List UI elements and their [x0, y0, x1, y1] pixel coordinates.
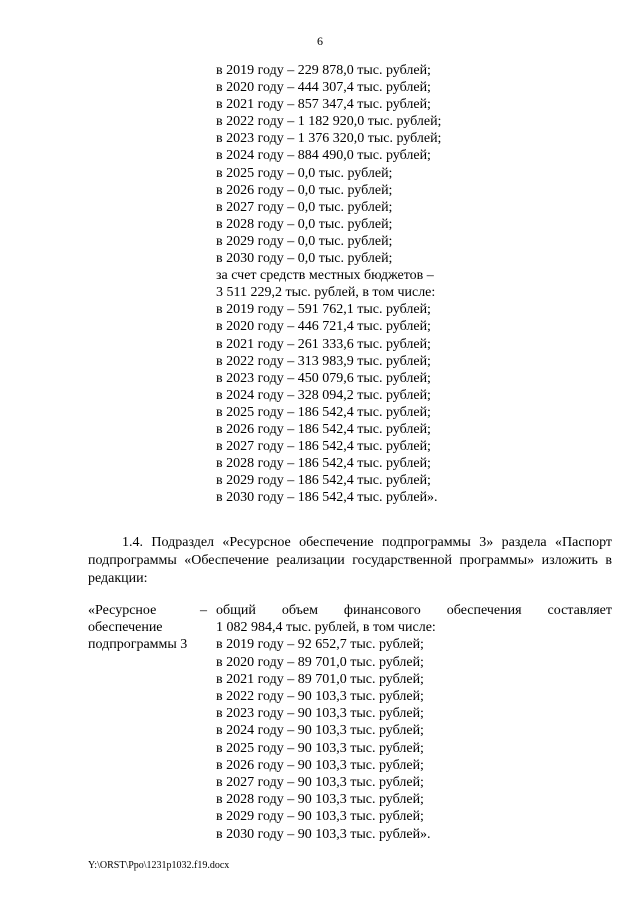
list-item: в 2022 году – 1 182 920,0 тыс. рублей; — [216, 114, 442, 130]
list-item: в 2020 году – 444 307,4 тыс. рублей; — [216, 80, 431, 96]
resource-word: финансового — [343, 603, 421, 618]
list-item: в 2030 году – 90 103,3 тыс. рублей». — [216, 826, 431, 842]
list-item: в 2020 году – 446 721,4 тыс. рублей; — [216, 319, 431, 335]
list-item: в 2019 году – 591 762,1 тыс. рублей; — [216, 302, 431, 318]
resource-label-line: «Ресурсное — [88, 603, 157, 618]
resource-label-line: обеспечение — [88, 620, 163, 636]
list-item: в 2020 году – 89 701,0 тыс. рублей; — [216, 654, 424, 670]
list-item: в 2027 году – 0,0 тыс. рублей; — [216, 199, 393, 215]
list-item: в 2024 году – 328 094,2 тыс. рублей; — [216, 387, 431, 403]
list-item: в 2026 году – 0,0 тыс. рублей; — [216, 182, 393, 198]
list-item: в 2022 году – 90 103,3 тыс. рублей; — [216, 689, 424, 704]
list-item: в 2027 году – 186 542,4 тыс. рублей; — [216, 439, 431, 455]
list-item: в 2024 году – 884 490,0 тыс. рублей; — [216, 148, 431, 164]
list-item: в 2021 году – 857 347,4 тыс. рублей; — [216, 97, 431, 113]
list-item: в 2022 году – 313 983,9 тыс. рублей; — [216, 353, 431, 369]
budget-continuation-list — [216, 62, 441, 506]
list-item: в 2025 году – 186 542,4 тыс. рублей; — [216, 404, 431, 420]
resource-label — [88, 602, 187, 654]
list-item: в 2021 году – 261 333,6 тыс. рублей; — [216, 336, 431, 352]
list-item: в 2029 году – 90 103,3 тыс. рублей; — [216, 809, 424, 825]
list-item: в 2030 году – 0,0 тыс. рублей; — [216, 251, 393, 267]
footer-file-path: Y:\ORST\Ppo\1231p1032.f19.docx — [88, 860, 230, 871]
list-item: в 2023 году – 90 103,3 тыс. рублей; — [216, 706, 424, 722]
resource-word: составляет — [547, 603, 612, 618]
resource-label-line: подпрограммы 3 — [88, 637, 188, 653]
resource-word: объем — [281, 603, 318, 618]
list-item: в 2023 году – 1 376 320,0 тыс. рублей; — [216, 131, 442, 147]
resource-list — [216, 619, 436, 843]
resource-dash: – — [200, 603, 207, 618]
list-item: в 2029 году – 0,0 тыс. рублей; — [216, 233, 393, 249]
list-item: в 2023 году – 450 079,6 тыс. рублей; — [216, 370, 431, 386]
list-item: в 2026 году – 90 103,3 тыс. рублей; — [216, 757, 424, 773]
list-item: в 2024 году – 90 103,3 тыс. рублей; — [216, 723, 424, 739]
list-item: в 2028 году – 0,0 тыс. рублей; — [216, 216, 393, 232]
page-number: 6 — [317, 34, 323, 48]
list-item: в 2028 году – 186 542,4 тыс. рублей; — [216, 456, 431, 472]
list-item: в 2030 году – 186 542,4 тыс. рублей». — [216, 490, 438, 506]
list-item: в 2025 году – 90 103,3 тыс. рублей; — [216, 740, 424, 756]
list-item: в 2021 году – 89 701,0 тыс. рублей; — [216, 671, 424, 687]
resource-word: общий — [216, 603, 256, 618]
list-item: в 2029 году – 186 542,4 тыс. рублей; — [216, 473, 431, 489]
list-item: в 2019 году – 92 652,7 тыс. рублей; — [216, 637, 424, 653]
list-item: в 2026 году – 186 542,4 тыс. рублей; — [216, 421, 431, 437]
list-item: в 2027 году – 90 103,3 тыс. рублей; — [216, 775, 424, 791]
local-budget-heading: за счет средств местных бюджетов – — [216, 268, 434, 284]
list-item: в 2028 году – 90 103,3 тыс. рублей; — [216, 792, 424, 808]
section-paragraph: 1.4. Подраздел «Ресурсное обеспечение подпрограммы 3» раздела «Паспорт подпрограммы «Обеспечение реализации государственной программы» изложить в редакции: — [88, 535, 612, 586]
resource-word: обеспечения — [446, 603, 522, 618]
list-item: в 2025 году – 0,0 тыс. рублей; — [216, 165, 393, 181]
resource-total: 1 082 984,4 тыс. рублей, в том числе: — [216, 620, 436, 636]
resource-first-line — [216, 602, 612, 619]
list-item: в 2019 году – 229 878,0 тыс. рублей; — [216, 63, 431, 78]
local-budget-total: 3 511 229,2 тыс. рублей, в том числе: — [216, 285, 436, 301]
